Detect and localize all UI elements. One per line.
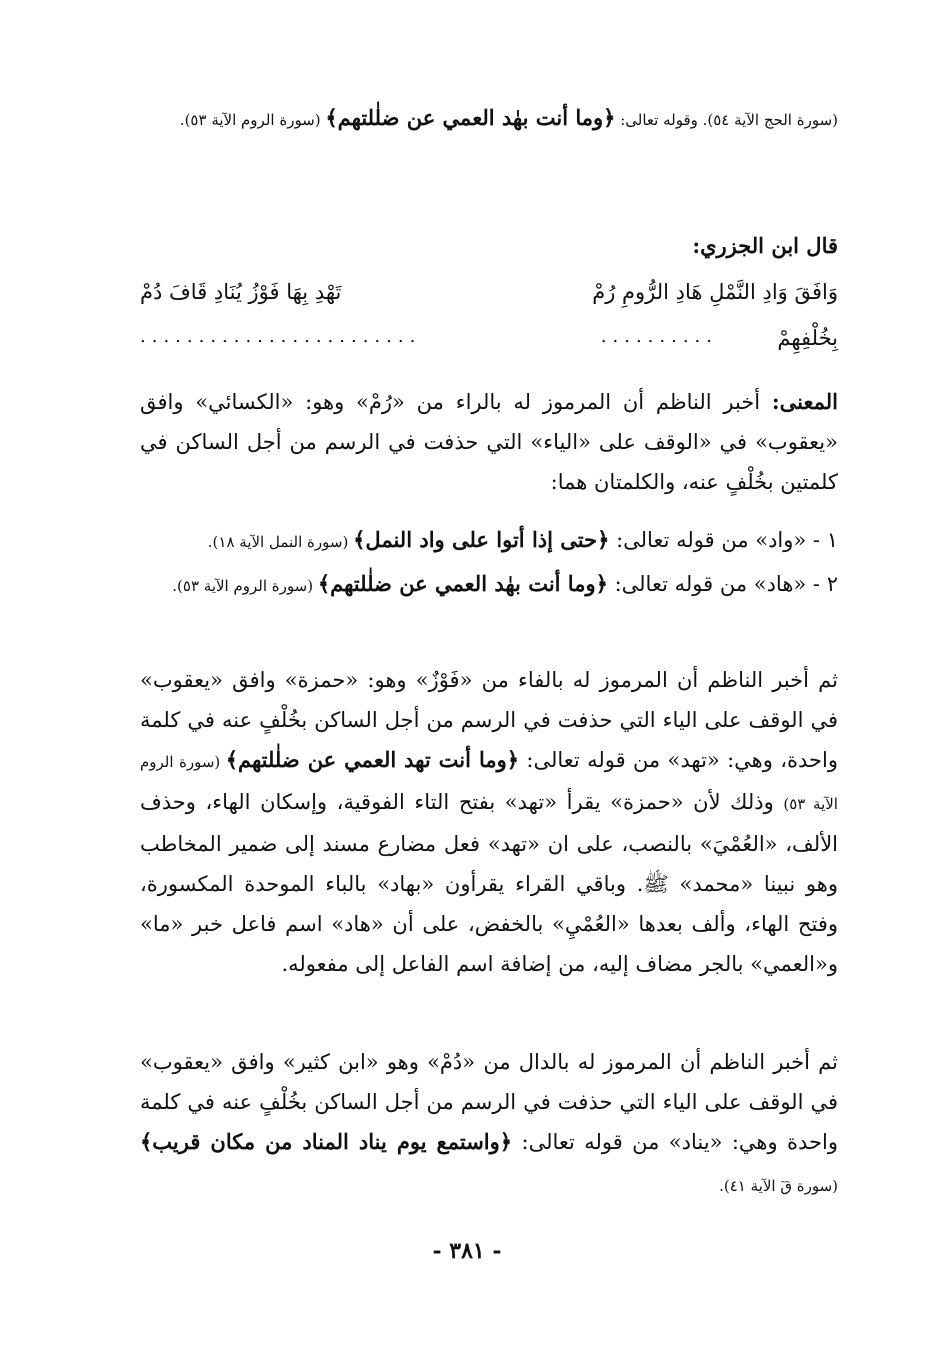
- ibn-kathir-paragraph: [140, 1042, 838, 1206]
- quran-verse: ﴿وما أنت تهد العمي عن ضلٰلتهم﴾: [225, 747, 520, 772]
- section-heading: [140, 226, 838, 266]
- surah-reference: (سورة الروم الآية ٥٣): [140, 753, 838, 813]
- verse-hemistich-continuation: بِخُلْفِهِمْ: [777, 326, 838, 350]
- verse-hemistich-left: تَهْدِ بِهَا فَوْزُ يُنَادِ قَافَ دُمْ: [140, 280, 342, 304]
- surah-reference: (سورة الحج الآية ٥٤). وقوله تعالى:: [615, 111, 838, 129]
- meaning-label: المعنى:: [771, 389, 838, 414]
- verse-line-2: [140, 326, 838, 366]
- list-item-2: [140, 564, 838, 606]
- hamza-paragraph: [140, 660, 838, 984]
- paragraph-text: ثم أخبر الناظم أن المرموز له بالدال من «دُمْ» وهو «ابن كثير» وافق «يعقوب» في الوقف على الياء التي حذفت في الرسم من أجل الساكن بخُلْفٍ عنه في كلمة واحدة وهي: «يناد» من قوله تعالى:: [140, 1050, 838, 1154]
- quran-verse: ﴿واستمع يوم يناد المناد من مكان قريب﴾: [140, 1129, 513, 1154]
- verse-line-1: [140, 280, 838, 320]
- page-number: - ٣٨١ -: [432, 1238, 502, 1264]
- quran-verse: ﴿حتى إذا أتوا على واد النمل﴾: [353, 527, 610, 552]
- verse-dots-left: ........................: [140, 326, 422, 347]
- surah-reference: (سورة الروم الآية ٥٣).: [179, 111, 326, 129]
- meaning-paragraph: [140, 382, 838, 502]
- item-text: ١ - «واد» من قوله تعالى:: [609, 528, 838, 552]
- surah-reference: (سورة النمل الآية ١٨).: [207, 533, 354, 551]
- paragraph-text: ثم أخبر الناظم أن المرموز له بالفاء من «فَوْزٌ» وهو: «حمزة» وافق «يعقوب» في الوقف على الياء التي حذفت في الرسم من أجل الساكن بخُلْفٍ عنه في كلمة واحدة، وهي: «تهد» من قوله تعالى:: [140, 668, 838, 772]
- surah-reference: (سورة الروم الآية ٥٣).: [172, 577, 318, 595]
- heading-text: قال ابن الجزري:: [692, 233, 838, 258]
- surah-reference: (سورة قٓ الآية ٤١).: [719, 1177, 838, 1195]
- meaning-text: أخبر الناظم أن المرموز له بالراء من «رُمْ» وهو: «الكسائي» وافق «يعقوب» في «الوقف على «الياء» التي حذفت في الرسم من أجل الساكن في كلمتين بخُلْفٍ عنه، والكلمتان هما:: [140, 390, 838, 494]
- quran-verse: ﴿وما أنت بهٰد العمي عن ضلٰلتهم﴾: [325, 105, 616, 130]
- item-text: ٢ - «هاد» من قوله تعالى:: [607, 572, 838, 596]
- list-item-1: [140, 520, 838, 562]
- paragraph-text: وذلك لأن «حمزة» يقرأ «تهد» بفتح التاء الفوقية، وإسكان الهاء، وحذف الألف، «العُمْيَ» بالنصب، على ان «تهد» فعل مضارع مسند إلى ضمير المخاطب وهو نبينا «محمد» ﷺ. وباقي القراء يقرأون «بهاد» بالباء الموحدة المكسورة، وفتح الهاء، وألف بعدها «العُمْيِ» بالخفض، على أن «هاد» اسم فاعل خبر «ما» و«العمي» بالجر مضاف إليه، من إضافة اسم الفاعل إلى مفعوله.: [140, 790, 838, 976]
- verse-dots-right: ..........: [600, 326, 718, 347]
- verse-hemistich-right: وَافَقَ وَادِ النَّمْلِ هَادِ الرُّومِ رُمْ: [592, 280, 838, 304]
- quran-verse: ﴿وما أنت بهٰد العمي عن ضلٰلتهم﴾: [317, 571, 608, 596]
- intro-paragraph: [140, 98, 838, 140]
